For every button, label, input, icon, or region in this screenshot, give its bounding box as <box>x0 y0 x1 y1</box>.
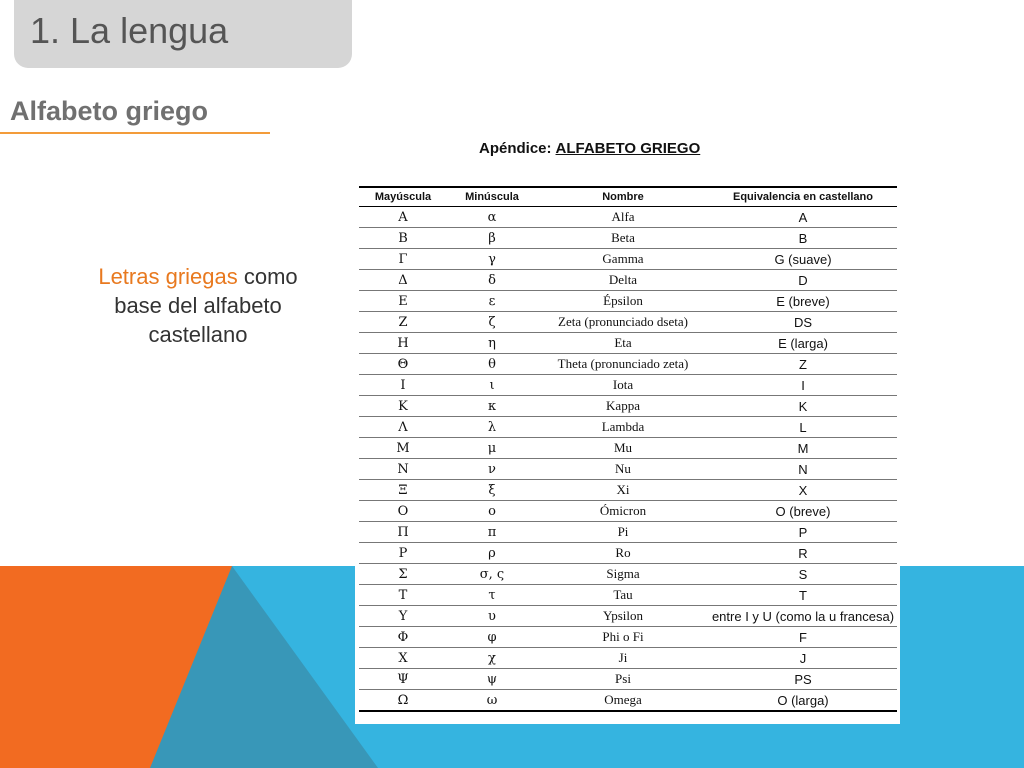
cell-name: Theta (pronunciado zeta) <box>537 354 709 375</box>
table-row <box>359 459 897 480</box>
table-row <box>359 354 897 375</box>
cell-name: Gamma <box>537 249 709 270</box>
table-row <box>359 669 897 690</box>
header-minuscula: Minúscula <box>447 187 537 207</box>
header-nombre: Nombre <box>537 187 709 207</box>
cell-equivalence: G (suave) <box>709 249 897 270</box>
cell-uppercase: Τ <box>359 585 447 606</box>
table-row <box>359 312 897 333</box>
cell-lowercase: ο <box>447 501 537 522</box>
table-row <box>359 333 897 354</box>
caption-accent: Letras griegas <box>98 264 238 289</box>
cell-uppercase: Μ <box>359 438 447 459</box>
cell-lowercase: ζ <box>447 312 537 333</box>
cell-lowercase: χ <box>447 648 537 669</box>
cell-uppercase: Π <box>359 522 447 543</box>
table-row <box>359 207 897 228</box>
cell-lowercase: η <box>447 333 537 354</box>
cell-equivalence: L <box>709 417 897 438</box>
cell-uppercase: Ο <box>359 501 447 522</box>
cell-equivalence: E (larga) <box>709 333 897 354</box>
cell-equivalence: O (breve) <box>709 501 897 522</box>
cell-lowercase: κ <box>447 396 537 417</box>
subtitle-underline <box>0 132 270 134</box>
cell-uppercase: Β <box>359 228 447 249</box>
cell-uppercase: Ρ <box>359 543 447 564</box>
cell-equivalence: A <box>709 207 897 228</box>
cell-uppercase: Α <box>359 207 447 228</box>
cell-name: Psi <box>537 669 709 690</box>
table-row <box>359 627 897 648</box>
cell-lowercase: φ <box>447 627 537 648</box>
cell-name: Kappa <box>537 396 709 417</box>
slide-caption <box>76 262 320 349</box>
cell-uppercase: Γ <box>359 249 447 270</box>
cell-uppercase: Ψ <box>359 669 447 690</box>
table-row <box>359 396 897 417</box>
cell-lowercase: ν <box>447 459 537 480</box>
table-body <box>359 207 897 712</box>
cell-uppercase: Ν <box>359 459 447 480</box>
cell-lowercase: δ <box>447 270 537 291</box>
table-row <box>359 543 897 564</box>
table-row <box>359 690 897 712</box>
table-row <box>359 270 897 291</box>
cell-equivalence: D <box>709 270 897 291</box>
cell-lowercase: ω <box>447 690 537 712</box>
cell-uppercase: Ε <box>359 291 447 312</box>
cell-equivalence: I <box>709 375 897 396</box>
cell-lowercase: ψ <box>447 669 537 690</box>
cell-lowercase: γ <box>447 249 537 270</box>
cell-equivalence: O (larga) <box>709 690 897 712</box>
cell-equivalence: Z <box>709 354 897 375</box>
cell-name: Eta <box>537 333 709 354</box>
cell-name: Beta <box>537 228 709 249</box>
cell-name: Épsilon <box>537 291 709 312</box>
cell-equivalence: R <box>709 543 897 564</box>
cell-lowercase: ι <box>447 375 537 396</box>
cell-equivalence: E (breve) <box>709 291 897 312</box>
cell-name: Omega <box>537 690 709 712</box>
cell-lowercase: θ <box>447 354 537 375</box>
table-row <box>359 522 897 543</box>
cell-name: Xi <box>537 480 709 501</box>
cell-name: Alfa <box>537 207 709 228</box>
cell-equivalence: K <box>709 396 897 417</box>
cell-uppercase: Σ <box>359 564 447 585</box>
cell-uppercase: Λ <box>359 417 447 438</box>
cell-equivalence: T <box>709 585 897 606</box>
cell-name: Lambda <box>537 417 709 438</box>
table-row <box>359 375 897 396</box>
table-row <box>359 417 897 438</box>
cell-name: Nu <box>537 459 709 480</box>
header-mayuscula: Mayúscula <box>359 187 447 207</box>
cell-equivalence: M <box>709 438 897 459</box>
cell-name: Tau <box>537 585 709 606</box>
cell-equivalence: X <box>709 480 897 501</box>
appendix-title-prefix: Apéndice: <box>479 140 552 157</box>
cell-lowercase: σ, ς <box>447 564 537 585</box>
table-row <box>359 228 897 249</box>
cell-uppercase: Δ <box>359 270 447 291</box>
cell-uppercase: Θ <box>359 354 447 375</box>
table-row <box>359 480 897 501</box>
cell-name: Ómicron <box>537 501 709 522</box>
table-row <box>359 249 897 270</box>
cell-lowercase: β <box>447 228 537 249</box>
cell-equivalence: N <box>709 459 897 480</box>
cell-name: Ji <box>537 648 709 669</box>
table-row <box>359 606 897 627</box>
cell-name: Sigma <box>537 564 709 585</box>
cell-equivalence: J <box>709 648 897 669</box>
cell-equivalence: DS <box>709 312 897 333</box>
cell-uppercase: Ι <box>359 375 447 396</box>
cell-lowercase: π <box>447 522 537 543</box>
alphabet-appendix <box>355 124 900 724</box>
cell-name: Zeta (pronunciado dseta) <box>537 312 709 333</box>
cell-name: Ypsilon <box>537 606 709 627</box>
cell-equivalence: F <box>709 627 897 648</box>
cell-equivalence: S <box>709 564 897 585</box>
table-row <box>359 501 897 522</box>
table-row <box>359 585 897 606</box>
cell-name: Delta <box>537 270 709 291</box>
cell-lowercase: ρ <box>447 543 537 564</box>
greek-alphabet-table <box>359 186 897 712</box>
cell-uppercase: Ω <box>359 690 447 712</box>
table-row <box>359 438 897 459</box>
cell-uppercase: Η <box>359 333 447 354</box>
cell-uppercase: Κ <box>359 396 447 417</box>
slide-title: 1. La lengua <box>30 10 229 51</box>
appendix-title <box>479 140 700 157</box>
cell-lowercase: α <box>447 207 537 228</box>
caption-rest: como base del alfabeto castellano <box>114 264 298 347</box>
cell-lowercase: υ <box>447 606 537 627</box>
cell-equivalence: P <box>709 522 897 543</box>
header-equivalencia: Equivalencia en castellano <box>709 187 897 207</box>
table-row <box>359 648 897 669</box>
cell-equivalence: PS <box>709 669 897 690</box>
cell-uppercase: Φ <box>359 627 447 648</box>
cell-uppercase: Χ <box>359 648 447 669</box>
cell-name: Phi o Fi <box>537 627 709 648</box>
cell-equivalence: B <box>709 228 897 249</box>
cell-equivalence: entre I y U (como la u francesa) <box>709 606 897 627</box>
cell-name: Mu <box>537 438 709 459</box>
table-row <box>359 291 897 312</box>
cell-lowercase: ξ <box>447 480 537 501</box>
cell-lowercase: τ <box>447 585 537 606</box>
cell-lowercase: λ <box>447 417 537 438</box>
cell-uppercase: Ζ <box>359 312 447 333</box>
cell-lowercase: μ <box>447 438 537 459</box>
slide-subtitle: Alfabeto griego <box>10 96 209 126</box>
cell-name: Iota <box>537 375 709 396</box>
appendix-title-main: ALFABETO GRIEGO <box>555 140 701 157</box>
table-row <box>359 564 897 585</box>
cell-name: Ro <box>537 543 709 564</box>
table-header-row <box>359 187 897 207</box>
cell-uppercase: Υ <box>359 606 447 627</box>
cell-uppercase: Ξ <box>359 480 447 501</box>
cell-lowercase: ε <box>447 291 537 312</box>
cell-name: Pi <box>537 522 709 543</box>
